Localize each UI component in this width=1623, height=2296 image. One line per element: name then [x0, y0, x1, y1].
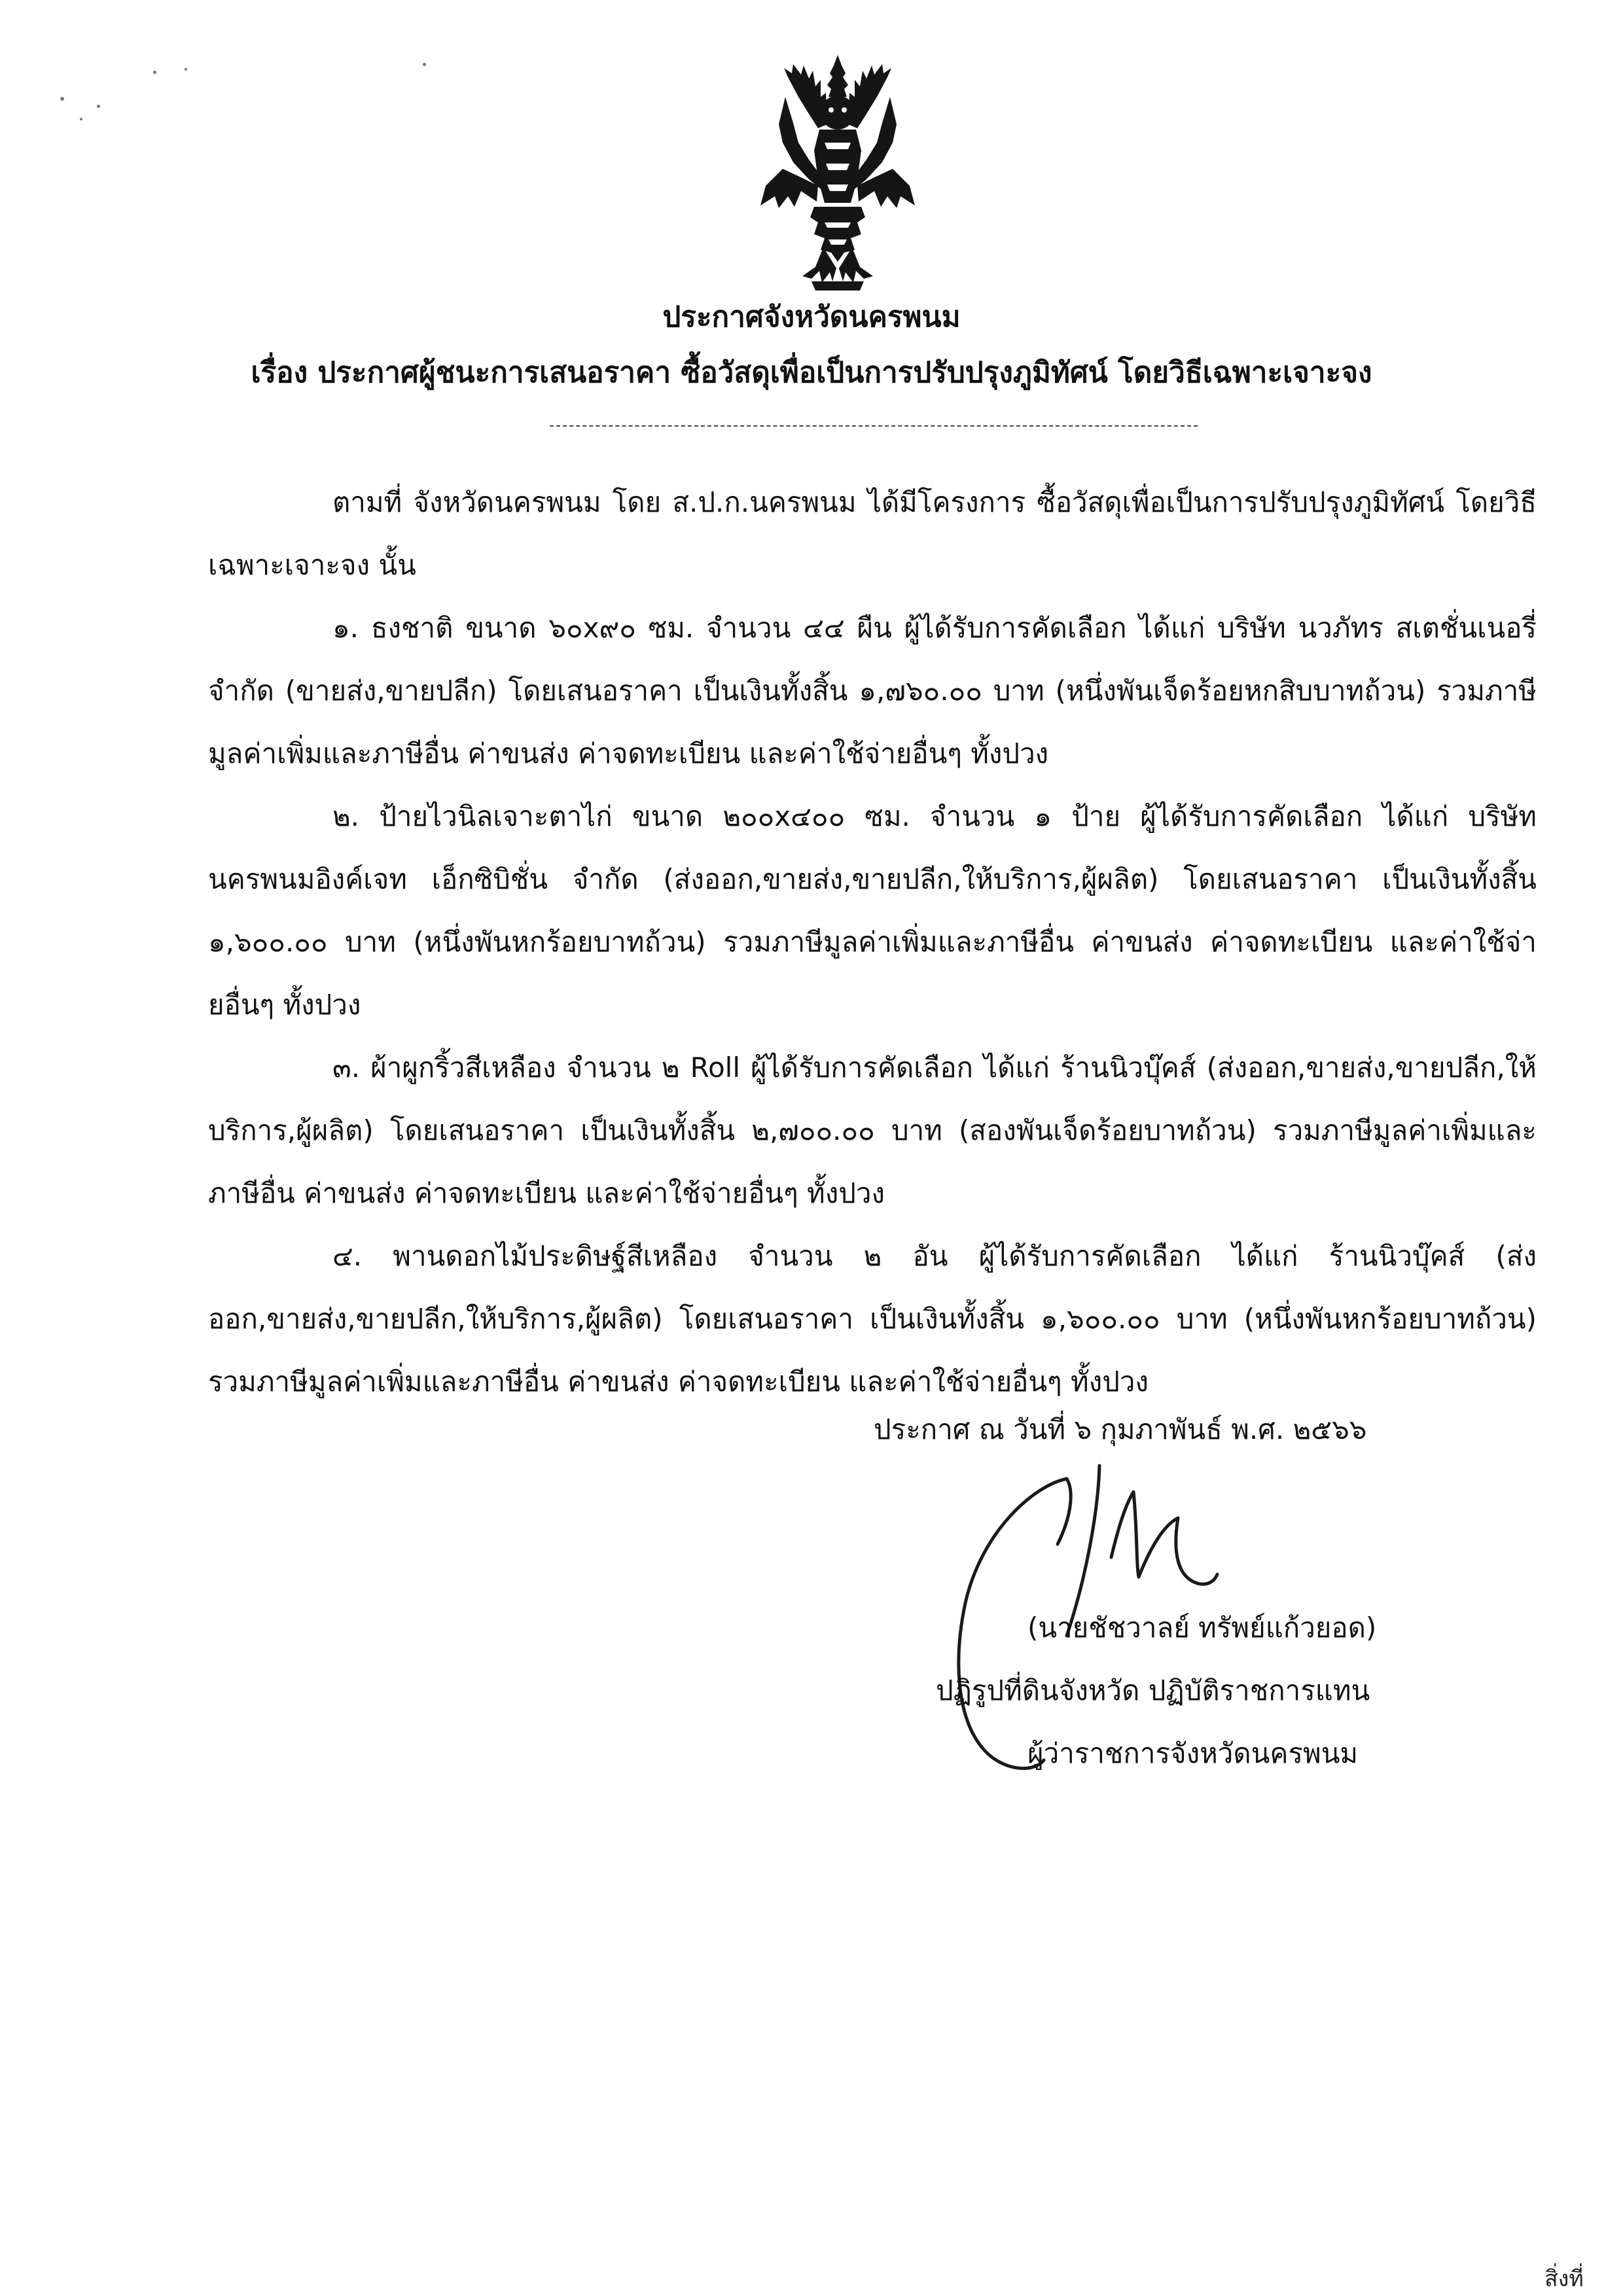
scan-speck: [185, 68, 187, 71]
item-paragraph-2: ๒. ป้ายไวนิลเจาะตาไก่ ขนาด ๒๐๐x๔๐๐ ซม. จำนวน ๑ ป้าย ผู้ได้รับการคัดเลือก ได้แก่ บริษัท นครพนมอิงค์เจท เอ็กซิบิชั่น จำกัด (ส่งออก,ขายส่ง,ขายปลีก,ให้บริการ,ผู้ผลิต) โดยเสนอราคา เป็นเงินทั้งสิ้น ๑,๖๐๐.๐๐ บาท (หนึ่งพันหกร้อยบาทถ้วน) รวมภาษีมูลค่าเพิ่มและภาษีอื่น ค่าขนส่ง ค่าจดทะเบียน และค่าใช้จ่ายอื่นๆ ทั้งปวง: [208, 800, 1537, 1021]
item-paragraph-1: ๑. ธงชาติ ขนาด ๖๐x๙๐ ซม. จำนวน ๔๔ ผืน ผู้ได้รับการคัดเลือก ได้แก่ บริษัท นวภัทร สเตชั่นเนอรี่ จำกัด (ขายส่ง,ขายปลีก) โดยเสนอราคา เป็นเงินทั้งสิ้น ๑,๗๖๐.๐๐ บาท (หนึ่งพันเจ็ดร้อยหกสิบบาทถ้วน) รวมภาษีมูลค่าเพิ่มและภาษีอื่น ค่าขนส่ง ค่าจดทะเบียน และค่าใช้จ่ายอื่นๆ ทั้งปวง: [208, 612, 1537, 769]
signature-block: [936, 1597, 1433, 1785]
scan-speck: [153, 71, 156, 74]
document-subject: เรื่อง ประกาศผู้ชนะการเสนอราคา ซื้อวัสดุเพื่อเป็นการปรับปรุงภูมิทัศน์ โดยวิธีเฉพาะเจาะจง: [251, 356, 1372, 389]
intro-paragraph: ตามที่ จังหวัดนครพนม โดย ส.ป.ก.นครพนม ได้มีโครงการ ซื้อวัสดุเพื่อเป็นการปรับปรุงภูมิทัศน์ โดยวิธีเฉพาะเจาะจง นั้น: [208, 486, 1537, 581]
item-paragraph-4: ๔. พานดอกไม้ประดิษฐ์สีเหลือง จำนวน ๒ อัน ผู้ได้รับการคัดเลือก ได้แก่ ร้านนิวบุ๊คส์ (ส่งออก,ขายส่ง,ขายปลีก,ให้บริการ,ผู้ผลิต) โดยเสนอราคา เป็นเงินทั้งสิ้น ๑,๖๐๐.๐๐ บาท (หนึ่งพันหกร้อยบาทถ้วน) รวมภาษีมูลค่าเพิ่มและภาษีอื่น ค่าขนส่ง ค่าจดทะเบียน และค่าใช้จ่ายอื่นๆ ทั้งปวง: [208, 1240, 1537, 1398]
document-title: ประกาศจังหวัดนครพนม: [662, 300, 961, 334]
title-separator: [550, 425, 1198, 427]
announcement-date: ประกาศ ณ วันที่ ๖ กุมภาพันธ์ พ.ศ. ๒๕๖๖: [874, 1413, 1367, 1445]
signatory-position-2: ผู้ว่าราชการจังหวัดนครพนม: [1027, 1737, 1359, 1769]
page-corner-mark: สิ่งที่: [1544, 2266, 1584, 2292]
item-paragraph-3: ๓. ผ้าผูกริ้วสีเหลือง จำนวน ๒ Roll ผู้ได้รับการคัดเลือก ได้แก่ ร้านนิวบุ๊คส์ (ส่งออก,ขายส่ง,ขายปลีก,ให้บริการ,ผู้ผลิต) โดยเสนอราคา เป็นเงินทั้งสิ้น ๒,๗๐๐.๐๐ บาท (สองพันเจ็ดร้อยบาทถ้วน) รวมภาษีมูลค่าเพิ่มและภาษีอื่น ค่าขนส่ง ค่าจดทะเบียน และค่าใช้จ่ายอื่นๆ ทั้งปวง: [208, 1051, 1537, 1209]
signatory-name: (นายชัชวาลย์ ทรัพย์แก้วยอด): [1027, 1612, 1377, 1644]
signatory-position-1: ปฏิรูปที่ดินจังหวัด ปฏิบัติราชการแทน: [936, 1674, 1370, 1706]
garuda-emblem-icon: [746, 51, 929, 300]
scan-speck: [97, 105, 100, 108]
scan-speck: [60, 97, 64, 101]
scan-speck: [423, 63, 426, 66]
document-body: [208, 471, 1537, 1413]
scan-speck: [80, 118, 82, 120]
